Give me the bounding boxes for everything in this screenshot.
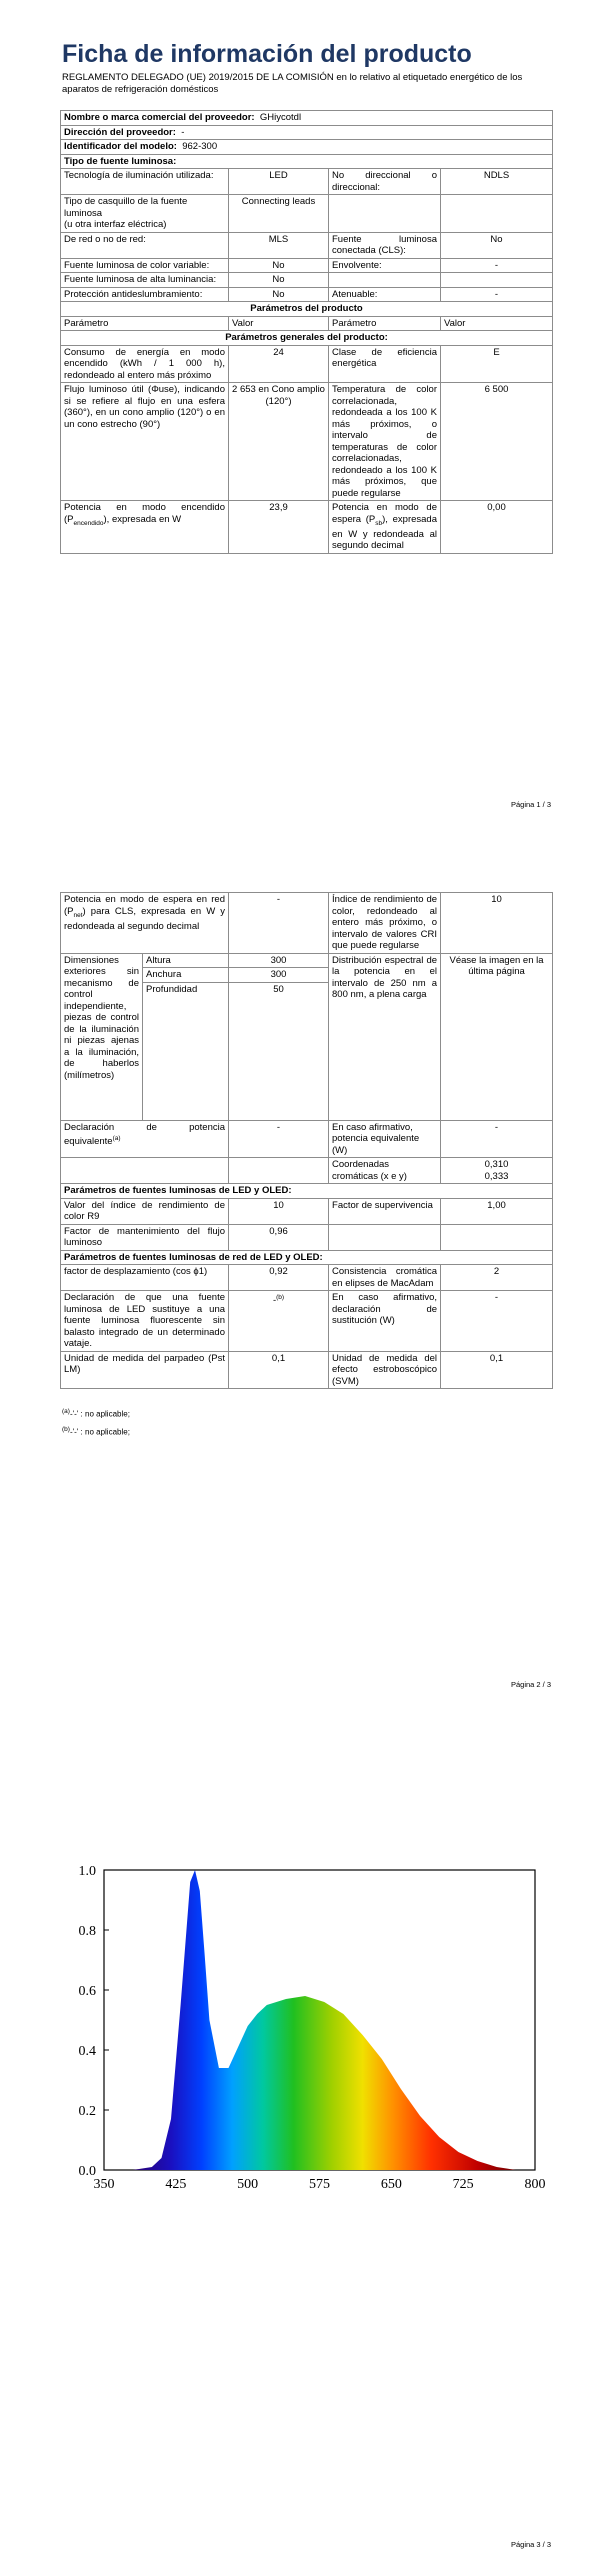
glare-value: No: [229, 287, 329, 302]
spectral-power-chart: [0, 1840, 608, 2240]
pon-sub: encendido: [73, 519, 104, 527]
x-tick-label: 350: [93, 2177, 115, 2192]
tech-label: Tecnología de iluminación utilizada:: [61, 169, 229, 195]
hl-empty-2: [441, 273, 553, 288]
cap-label-line2: (u otra interfaz eléctrica): [64, 219, 167, 230]
footnote-b: [62, 1426, 130, 1437]
pst-label: Unidad de medida del parpadeo (Pst LM): [61, 1351, 229, 1389]
height-value: 300: [229, 953, 329, 968]
address-label: Dirección del proveedor:: [64, 126, 176, 138]
svm-value: 0,1: [441, 1351, 553, 1389]
col-value-1: Valor: [229, 316, 329, 331]
supplier-label: Nombre o marca comercial del proveedor:: [64, 112, 255, 123]
depth-value: 50: [229, 982, 329, 1120]
led-header: Parámetros de fuentes luminosas de LED y OLED:: [61, 1184, 553, 1199]
lm-empty-2: [441, 1224, 553, 1250]
x-tick-label: 725: [452, 2177, 474, 2192]
pon-label-a: Potencia en modo encendido (P: [64, 502, 225, 525]
r9-label: Valor del índice de rendimiento de color R9: [61, 1198, 229, 1224]
footnote-a-text: -'-' : no aplicable;: [69, 1409, 130, 1419]
lm-label: Factor de mantenimiento del flujo luminoso: [61, 1224, 229, 1250]
retro-value-text: -: [272, 1295, 277, 1307]
spd-value: Véase la imagen en la última página: [441, 953, 553, 1120]
equivw-value: -: [441, 1120, 553, 1158]
page-title: Ficha de información del producto: [62, 40, 472, 68]
source-type-row: Tipo de fuente luminosa:: [61, 154, 553, 169]
pst-value: 0,1: [229, 1351, 329, 1389]
chroma-empty-2: [229, 1158, 329, 1184]
nondir-label: No direccional o direccional:: [329, 169, 441, 195]
params-header: Parámetros del producto: [61, 302, 553, 317]
nondir-value: NDLS: [441, 169, 553, 195]
chroma-label: Coordenadas cromáticas (x e y): [329, 1158, 441, 1184]
address-row: [61, 125, 553, 140]
pnet-label: [61, 893, 229, 954]
colour-value: No: [229, 258, 329, 273]
y-tick-label: 0.4: [78, 2044, 96, 2059]
glare-label: Protección antideslumbramiento:: [61, 287, 229, 302]
equiv-label-text: Declaración de potencia equivalente: [64, 1121, 226, 1148]
lm-value: 0,96: [229, 1224, 329, 1250]
width-value: 300: [229, 968, 329, 983]
hl-label: Fuente luminosa de alta luminancia:: [61, 273, 229, 288]
eeclass-value: E: [441, 345, 553, 383]
cap-empty-1: [329, 195, 441, 233]
envelope-label: Envolvente:: [329, 258, 441, 273]
retrow-value: -: [441, 1291, 553, 1352]
width-label: Anchura: [143, 968, 229, 983]
footnote-b-mark: (b): [62, 1426, 70, 1433]
lm-empty-1: [329, 1224, 441, 1250]
macadam-value: 2: [441, 1265, 553, 1291]
y-tick-label: 1.0: [78, 1864, 96, 1879]
cri-value: 10: [441, 893, 553, 954]
col-value-2: Valor: [441, 316, 553, 331]
y-tick-label: 0.6: [78, 1984, 96, 1999]
flux-label: Flujo luminoso útil (Φuse), indicando si se refiere al flujo en una esfera (360°), en un cono amplio (120°) o en un cono estrecho (90°): [61, 383, 229, 501]
chart-series: [132, 1869, 517, 2171]
retro-sup: (b): [276, 1294, 285, 1301]
pnet-label-a: Potencia en modo de espera en red (P: [64, 894, 226, 917]
colour-label: Fuente luminosa de color variable:: [61, 258, 229, 273]
model-value: 962-300: [182, 141, 218, 152]
model-row: [61, 140, 553, 155]
x-tick-label: 500: [237, 2177, 259, 2192]
depth-label: Profundidad: [143, 982, 229, 1120]
x-tick-label: 650: [380, 2177, 402, 2192]
dimmable-label: Atenuable:: [329, 287, 441, 302]
cls-value: No: [441, 232, 553, 258]
page-1: [0, 0, 608, 820]
chroma-empty-1: [61, 1158, 229, 1184]
cap-label: [61, 195, 229, 233]
cos-label: factor de desplazamiento (cos ϕ1): [61, 1265, 229, 1291]
x-tick-label: 575: [309, 2177, 330, 2192]
ledmains-header: Parámetros de fuentes luminosas de red de LED y OLED:: [61, 1250, 553, 1265]
psb-label: [329, 501, 441, 554]
col-param-2: Parámetro: [329, 316, 441, 331]
mains-label: De red o no de red:: [61, 232, 229, 258]
footnote-a-mark: (a): [62, 1408, 70, 1415]
spd-label: Distribución espectral de la potencia en el intervalo de 250 nm a 800 nm, a plena carga: [329, 953, 441, 1120]
retro-value: [229, 1291, 329, 1352]
macadam-label: Consistencia cromática en elipses de MacAdam: [329, 1265, 441, 1291]
footnote-b-text: -'-' : no aplicable;: [69, 1427, 130, 1437]
psb-sub: sb: [375, 519, 383, 527]
r9-value: 10: [229, 1198, 329, 1224]
psb-value: 0,00: [441, 501, 553, 554]
chroma-y: 0,333: [484, 1170, 509, 1182]
retro-label: Declaración de que una fuente luminosa de LED sustituye a una fuente luminosa fluorescente sin balasto integrado de un determinado vataje.: [61, 1291, 229, 1352]
psb-label-b: ), expresada en W y redondeada al segundo decimal: [332, 513, 437, 552]
tech-value: LED: [229, 169, 329, 195]
psb-label-a: Potencia en modo de espera (P: [332, 502, 437, 525]
page-2: [0, 880, 608, 1700]
surv-label: Factor de supervivencia: [329, 1198, 441, 1224]
general-header: Parámetros generales del producto:: [61, 331, 553, 346]
hl-value: No: [229, 273, 329, 288]
chroma-x: 0,310: [484, 1159, 509, 1170]
address-value: -: [181, 126, 185, 138]
cls-label: Fuente luminosa conectada (CLS):: [329, 232, 441, 258]
regulation-text: REGLAMENTO DELEGADO (UE) 2019/2015 DE LA COMISIÓN en lo relativo al etiquetado energético de los aparatos de refrigeración domésticos: [62, 72, 523, 95]
page-number-3: Página 3 / 3: [510, 2540, 551, 2549]
y-tick-label: 0.2: [78, 2104, 96, 2119]
product-info-table-2: [60, 892, 553, 1389]
pon-label: [61, 501, 229, 554]
eeclass-label: Clase de eficiencia energética: [329, 345, 441, 383]
supplier-row: [61, 111, 553, 126]
pnet-sub: net: [73, 911, 83, 919]
flux-value: 2 653 en Cono amplio (120°): [229, 383, 329, 501]
cos-value: 0,92: [229, 1265, 329, 1291]
mains-value: MLS: [229, 232, 329, 258]
retrow-label: En caso afirmativo, declaración de sustitución (W): [329, 1291, 441, 1352]
cap-empty-2: [441, 195, 553, 233]
supplier-value: GHiycotdl: [259, 112, 302, 123]
product-info-table-1: [60, 110, 553, 554]
equiv-value: -: [229, 1120, 329, 1158]
spectrum-area: [133, 1870, 516, 2170]
svm-label: Unidad de medida del efecto estroboscópico (SVM): [329, 1351, 441, 1389]
pnet-value: -: [229, 893, 329, 954]
cri-label: Índice de rendimiento de color, redondeado al entero más próximo, o intervalo de valores CRI que puede regularse: [329, 893, 441, 954]
cap-value: Connecting leads: [229, 195, 329, 233]
height-label: Altura: [143, 953, 229, 968]
page-number-1: Página 1 / 3: [510, 800, 551, 809]
onmode-value: 24: [229, 345, 329, 383]
cct-value: 6 500: [441, 383, 553, 501]
footnote-a: [62, 1408, 130, 1419]
surv-value: 1,00: [441, 1198, 553, 1224]
dimmable-value: -: [441, 287, 553, 302]
y-tick-label: 0.0: [78, 2164, 96, 2179]
chroma-value: [441, 1158, 553, 1184]
col-param-1: Parámetro: [61, 316, 229, 331]
envelope-value: -: [441, 258, 553, 273]
y-tick-label: 0.8: [78, 1924, 96, 1939]
hl-empty-1: [329, 273, 441, 288]
pon-label-b: ), expresada en W: [103, 513, 182, 525]
equivw-label: En caso afirmativo, potencia equivalente (W): [329, 1120, 441, 1158]
equiv-sup: (a): [112, 1135, 121, 1142]
page-number-2: Página 2 / 3: [510, 1680, 551, 1689]
x-tick-label: 800: [524, 2177, 546, 2192]
pnet-label-b: ) para CLS, expresada en W y redondeada al segundo decimal: [64, 905, 226, 932]
dims-label: Dimensiones exteriores sin mecanismo de control independiente, piezas de control de la iluminación ni piezas ajenas a la iluminación, de haberlos (milímetros): [61, 953, 143, 1120]
x-tick-label: 425: [165, 2177, 187, 2192]
model-label: Identificador del modelo:: [64, 141, 177, 152]
onmode-label: Consumo de energía en modo encendido (kWh / 1 000 h), redondeado al entero más próximo: [61, 345, 229, 383]
pon-value: 23,9: [229, 501, 329, 554]
cct-label: Temperatura de color correlacionada, redondeada a los 100 K más próximos, o intervalo de temperaturas de color correlacionadas, redondeado a los 100 K más próximos, que puede regularse: [329, 383, 441, 501]
page-3: [0, 1760, 608, 2560]
equiv-label: [61, 1120, 229, 1158]
cap-label-line1: Tipo de casquillo de la fuente luminosa: [64, 196, 188, 219]
